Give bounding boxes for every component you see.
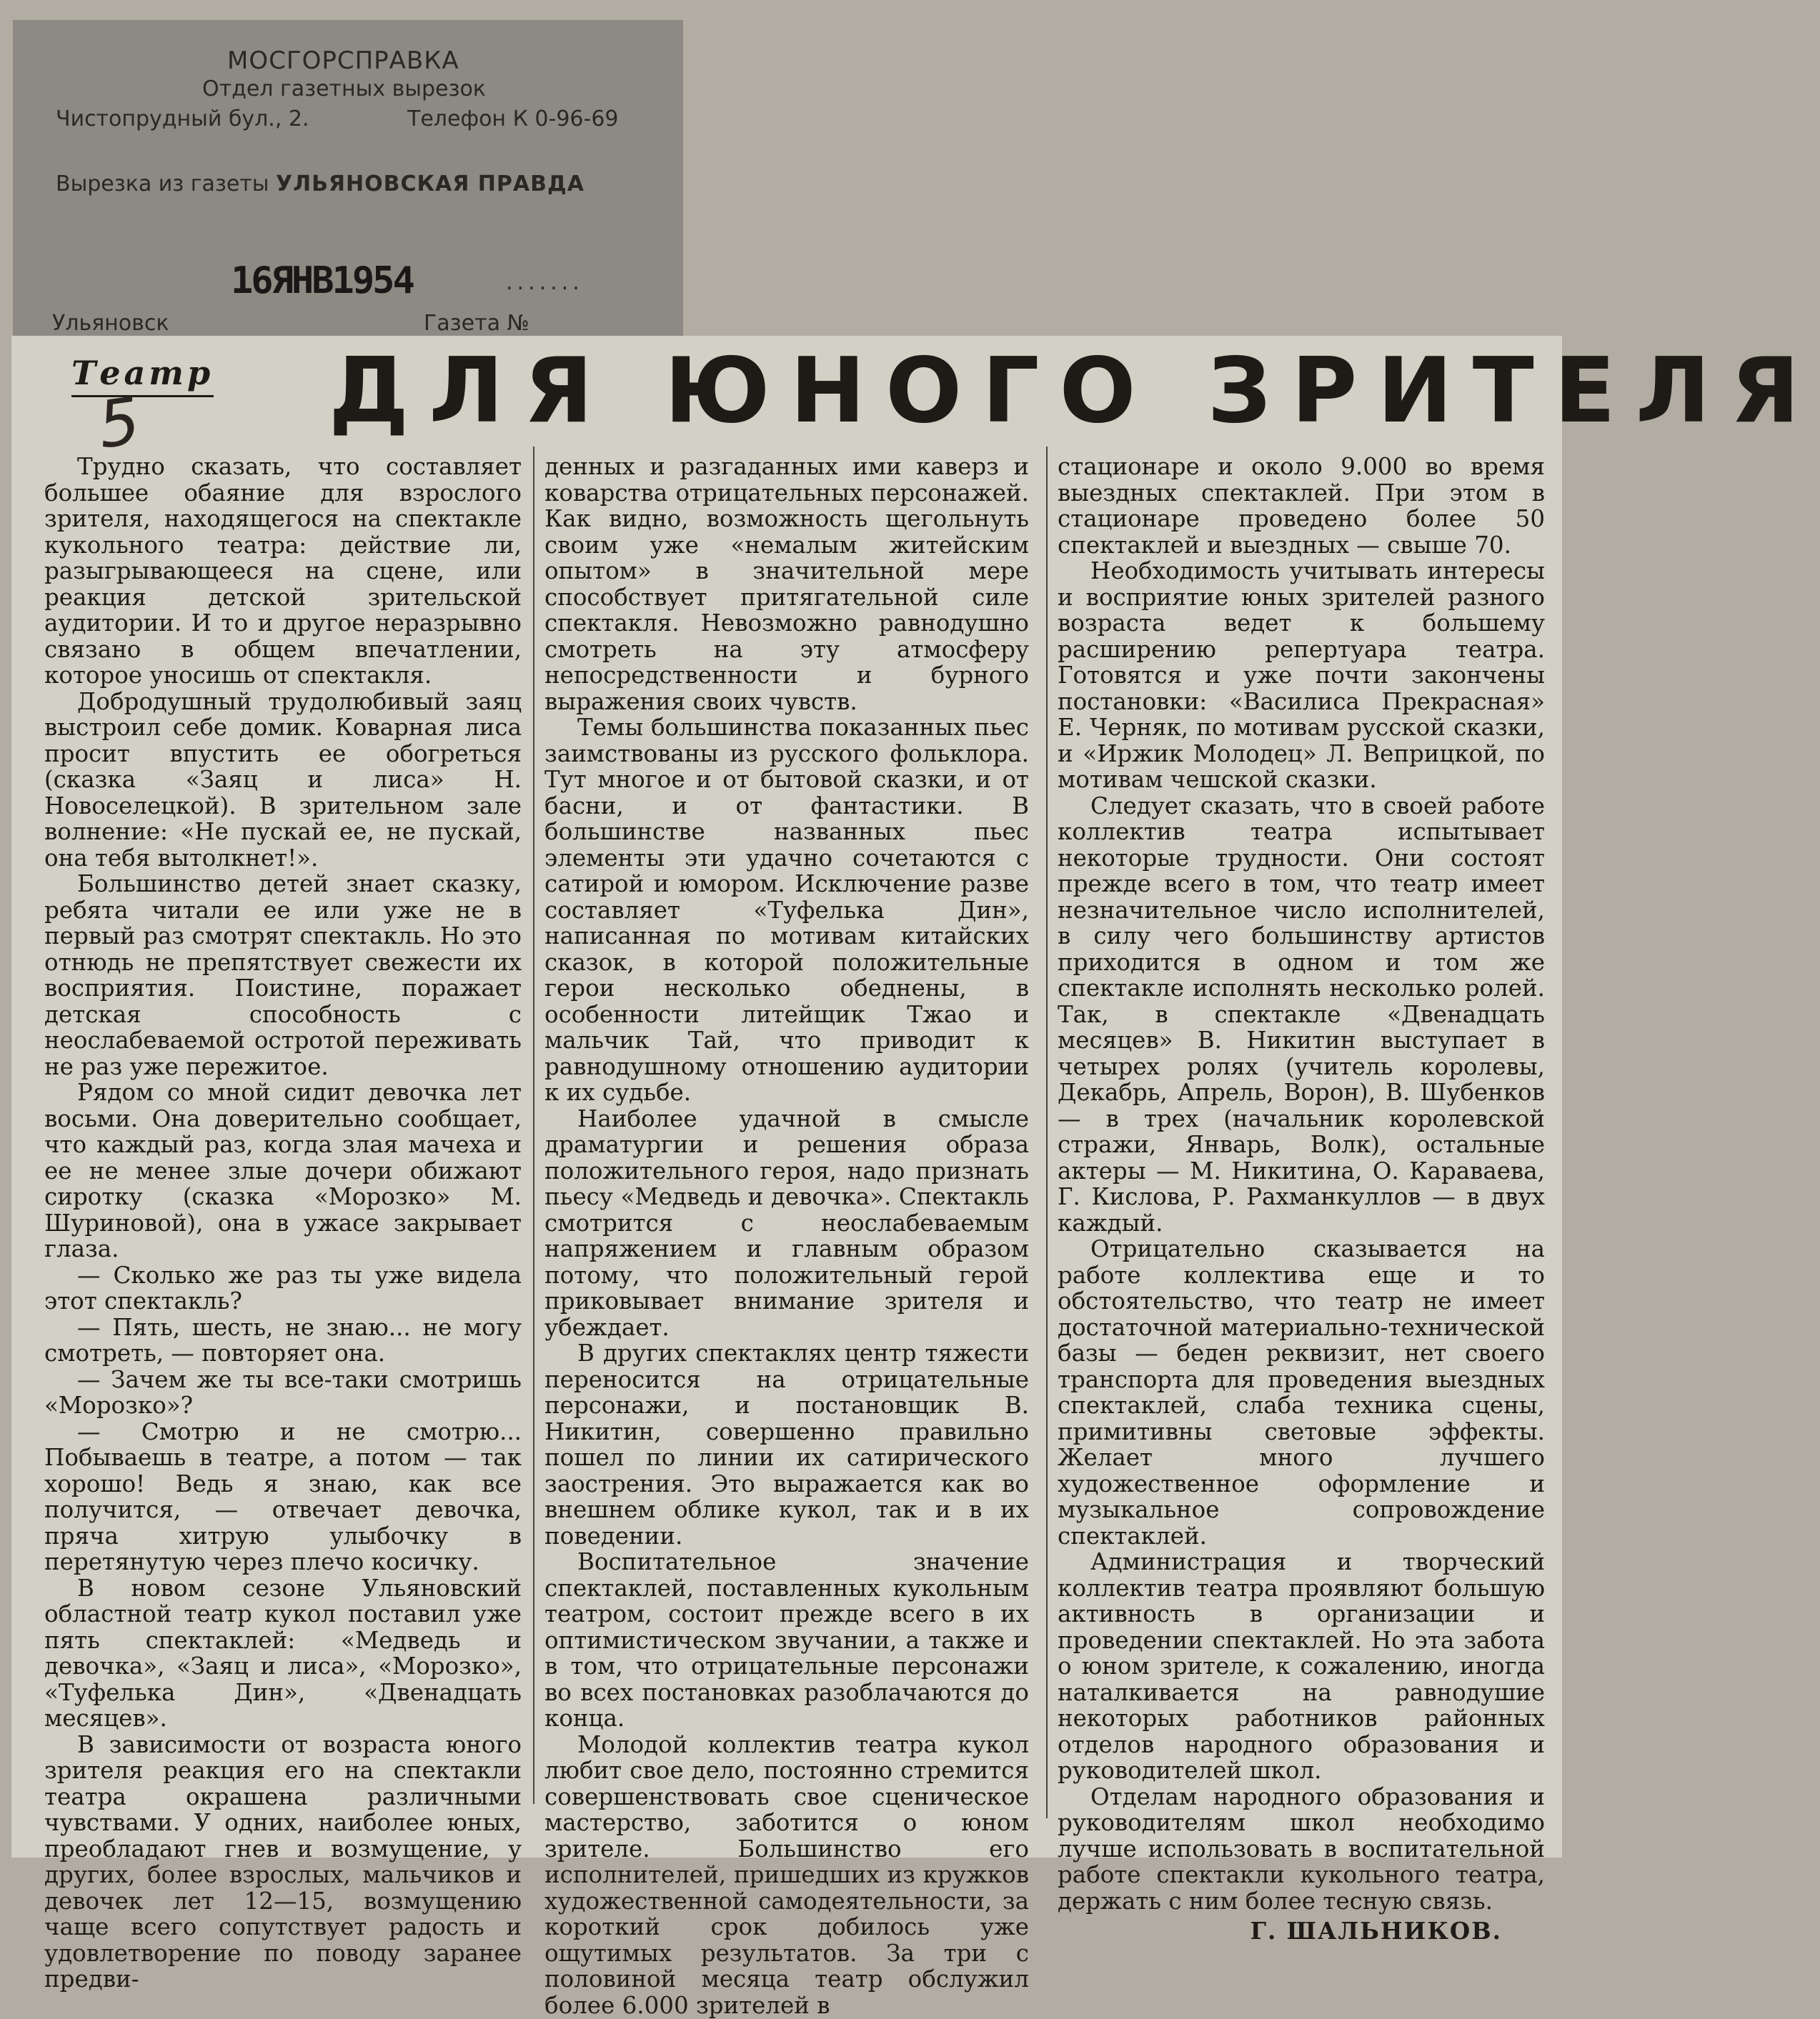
paragraph: Администрация и творческий коллектив театра проявляют большую активность в организации и проведении спектаклей. Но эта забота о юном зрителе, к сожалению, иногда наталкивается на равнодушие некоторых работников районных отделов народного образования и руководителей школ. xyxy=(1058,1548,1545,1784)
bureau-city: Ульяновск xyxy=(52,311,169,336)
paragraph: Отрицательно сказывается на работе коллектива еще и то обстоятельство, что театр не имеет достаточной материально-технической базы — беден реквизит, нет своего транспорта для проведения выездных спектаклей, слаба техника сцены, примитивны световые эффекты. Желает много лучшего художественное оформление и музыкальное сопровождение спектаклей. xyxy=(1058,1235,1545,1550)
column-divider xyxy=(533,447,534,1804)
paragraph: В новом сезоне Ульяновский областной театр кукол поставил уже пять спектаклей: «Медведь и девочка», «Заяц и лиса», «Морозко», «Туфелька Дин», «Двенадцать месяцев». xyxy=(44,1574,522,1732)
handwritten-number: 5 xyxy=(93,383,145,464)
paragraph: В других спектаклях центр тяжести переносится на отрицательные персонажи, и постановщик В. Никитин, совершенно правильно пошел по линии их сатирического заострения. Это выражается как во внешнем облике кукол, так и в их поведении. xyxy=(544,1340,1029,1550)
paragraph: Рядом со мной сидит девочка лет восьми. Она доверительно сообщает, что каждый раз, когда злая мачеха и ее не менее злые дочери обижают сиротку (сказка «Морозко» М. Шуриновой), она в ужасе закрывает глаза. xyxy=(44,1079,522,1262)
paragraph: Добродушный трудолюбивый заяц выстроил себе домик. Коварная лиса просит впустить ее обогреться (сказка «Заяц и лиса» Н. Новоселецкой). В зрительном зале волнение: «Не пускай ее, не пускай, она тебя вытолкнет!». xyxy=(44,687,522,872)
bureau-address: Чистопрудный бул., 2. xyxy=(56,106,309,131)
article-column-1 xyxy=(44,454,522,1993)
bureau-title: МОСГОРСПРАВКА xyxy=(227,46,459,75)
paragraph: Наиболее удачной в смысле драматургии и решения образа положительного героя, надо признать пьесу «Медведь и девочка». Спектакль смотрится с неослабеваемым напряжением и главным образом потому, что положительный герой приковывает внимание зрителя и убеждает. xyxy=(544,1105,1029,1341)
paragraph: Воспитательное значение спектаклей, поставленных кукольным театром, состоит прежде всего в их оптимистическом звучании, а также и в том, что отрицательные персонажи во всех постановках разоблачаются до конца. xyxy=(544,1548,1029,1732)
clipping-bureau-label xyxy=(13,20,683,349)
paragraph: стационаре и около 9.000 во время выездных спектаклей. При этом в стационаре проведено более 50 спектаклей и выездных — свыше 70. xyxy=(1058,453,1545,559)
bureau-department: Отдел газетных вырезок xyxy=(202,76,486,101)
bureau-phone: Телефон К 0-96-69 xyxy=(407,106,619,131)
paragraph: Молодой коллектив театра кукол любит свое дело, постоянно стремится совершенствовать свое сценическое мастерство, заботится о юном зрителе. Большинство его исполнителей, пришедших из кружков художественной самодеятельности, за короткий срок добилось уже ощутимых результатов. За три с половиной месяца театр обслужил более 6.000 зрителей в xyxy=(544,1730,1029,2019)
paragraph: — Сколько же раз ты уже видела этот спектакль? xyxy=(44,1261,522,1315)
paragraph: Темы большинства показанных пьес заимствованы из русского фольклора. Тут многое и от бытовой сказки, и от басни, и от фантастики. В большинстве названных пьес элементы эти удачно сочетаются с сатирой и юмором. Исключение разве составляет «Туфелька Дин», написанная по мотивам китайских сказок, в которой положительные герои несколько обеднены, в особенности литейщик Тжао и мальчик Тай, что приводит к равнодушному отношению аудитории к их судьбе. xyxy=(544,714,1029,1106)
paragraph: — Смотрю и не смотрю... Побываешь в театре, а потом — так хорошо! Ведь я знаю, как все получится, — отвечает девочка, пряча хитрую улыбочку в перетянутую через плечо косичку. xyxy=(44,1417,522,1575)
paragraph: денных и разгаданных ими каверз и коварства отрицательных персонажей. Как видно, возможность щегольнуть своим уже «немалым житейским опытом» в значительной мере способствует притягательной силе спектакля. Невозможно равнодушно смотреть на эту атмосферу непосредственности и бурного выражения своих чувств. xyxy=(544,453,1029,715)
column-divider xyxy=(1046,447,1048,1818)
rubric: Театр xyxy=(71,354,214,397)
author-signature: Г. ШАЛЬНИКОВ. xyxy=(1250,1917,1502,1945)
paragraph: В зависимости от возраста юного зрителя реакция его на спектакли театра окрашена различными чувствами. У одних, наиболее юных, преобладают гнев и возмущение, у других, более взрослых, мальчиков и девочек лет 12—15, возмущению чаще всего сопутствует радость и удовлетворение по поводу заранее предви- xyxy=(44,1730,522,1993)
newspaper-name: УЛЬЯНОВСКАЯ ПРАВДА xyxy=(276,171,585,196)
gazeta-number: Газета № xyxy=(424,311,529,336)
paragraph: Необходимость учитывать интересы и восприятие юных зрителей разного возраста ведет к большему расширению репертуара театра. Готовятся и уже почти закончены постановки: «Василиса Прекрасная» Е. Черняк, по мотивам русской сказки, и «Иржик Молодец» Л. Веприцкой, по мотивам чешской сказки. xyxy=(1058,557,1545,793)
paragraph: — Пять, шесть, не знаю... не могу смотреть, — повторяет она. xyxy=(44,1313,522,1367)
clip-source xyxy=(56,171,585,196)
clip-prefix: Вырезка из газеты xyxy=(56,171,269,196)
paragraph: — Зачем же ты все-таки смотришь «Морозко»? xyxy=(44,1365,522,1419)
paragraph: Большинство детей знает сказку, ребята читали ее или уже не в первый раз смотрят спектакль. Но это отнюдь не препятствует свежести их восприятия. Поистине, поражает детская способность с неослабеваемой остротой переживать не раз уже пережитое. xyxy=(44,870,522,1080)
date-stamp: 16ЯНВ1954 xyxy=(231,259,413,302)
paragraph: Отделам народного образования и руководителям школ необходимо лучше использовать в воспитательной работе спектакли кукольного театра, держать с ним более тесную связь. xyxy=(1058,1783,1545,1915)
paragraph: Следует сказать, что в своей работе коллектив театра испытывает некоторые трудности. Они состоят прежде всего в том, что театр имеет незначительное число исполнителей, в силу чего большинству артистов приходится в одном и том же спектакле исполнять несколько ролей. Так, в спектакле «Двенадцать месяцев» В. Никитин выступает в четырех ролях (учитель королевы, Декабрь, Апрель, Ворон), В. Шубенков — в трех (начальник королевской стражи, Январь, Волк), остальные актеры — М. Никитина, О. Караваева, Г. Кислова, Р. Рахманкуллов — в двух каждый. xyxy=(1058,792,1545,1237)
article-column-3 xyxy=(1058,454,1545,1945)
headline: ДЛЯ ЮНОГО ЗРИТЕЛЯ xyxy=(329,338,1820,443)
paragraph: Трудно сказать, что составляет большее обаяние для взрослого зрителя, находящегося на спектакле кукольного театра: действие ли, разыгрывающееся на сцене, или реакция детской зрительской аудитории. И то и другое неразрывно связано в общем впечатлении, которое уносишь от спектакля. xyxy=(44,453,522,689)
stamp-dots: ....... xyxy=(506,270,584,295)
article-column-2 xyxy=(544,454,1029,2018)
